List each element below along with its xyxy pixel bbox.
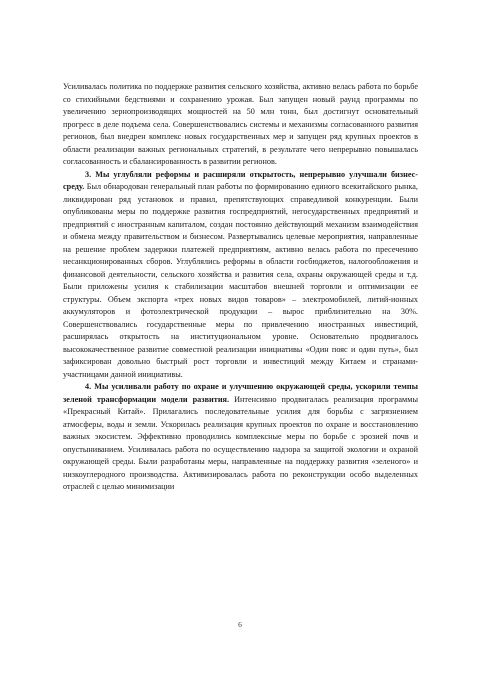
page-number: 6: [238, 620, 242, 629]
body-text: [63, 81, 418, 494]
paragraph-1-text: Усиливалась политика по поддержке развития сельского хозяйства, активно велась работа по борьбе со стихийными бедствиями и сохранению урожая. Был запущен новый раунд программы по увеличению зернопроизводящих мощностей на 50 млн тонн, был достигнут основательный прогресс в деле подъема села. Совершенствовались системы и механизмы согласованного развития регионов, был внедрен комплекс новых государственных мер и запущен ряд крупных проектов в области реализации важных региональных стратегий, в результате чего непрерывно повышалась согласованность и сбалансированность в развитии регионов.: [63, 82, 418, 166]
paragraph-3: [63, 381, 418, 494]
paragraph-3-text: Интенсивно продвигалась реализация программы «Прекрасный Китай». Прилагались последовательные усилия для борьбы с загрязнением атмосферы, воды и земли. Ускорилась реализация крупных проектов по охране и восстановлению важных экосистем. Эффективно проводились комплексные меры по борьбе с эрозией почв и опустыниванием. Усиливалась работа по осуществлению надзора за защитой экологии и охраной окружающей среды. Были разработаны меры, направленные на поддержку развития «зеленого» и низкоуглеродного производства. Активизировалась работа по реконструкции особо выделенных отраслей с целью минимизации: [63, 394, 418, 491]
paragraph-3-lead: 4. Мы усиливали работу по охране и улучшению окружающей среды, ускорили темпы зеленой трансформации модели развития.: [63, 382, 418, 404]
paragraph-2-text: Был обнародован генеральный план работы по формированию единого всекитайского рынка, ликвидирован ряд установок и правил, препятствующих справедливой конкуренции. Были опубликованы меры по поддержке развития госпредприятий, негосударственных предприятий и предприятий с иностранным капиталом, создан постоянно действующий механизм взаимодействия и обмена между правительством и бизнесом. Развертывались целевые мероприятия, направленные на решение проблем задержки платежей предприятиям, активно велась работа по пресечению несанкционированных сборов. Углублялись реформы в области госбюджетов, налогообложения и финансовой деятельности, сельского хозяйства и развития села, охраны окружающей среды и т.д. Были приложены усилия к стабилизации масштабов внешней торговли и оптимизации ее структуры. Объем экспорта «трех новых видов товаров» – электромобилей, литий-ионных аккумуляторов и фотоэлектрической продукции – вырос приблизительно на 30%. Совершенствовались государственные меры по привлечению иностранных инвестиций, расширялась открытость на институциональном уровне. Основательно продвигалось высококачественное развитие совместной реализации инициативы «Один пояс и один путь», был зафиксирован довольно быстрый рост торговли и инвестиций между Китаем и странами-участницами данной инициативы.: [63, 182, 418, 379]
paragraph-2-lead: 3. Мы углубляли реформы и расширяли открытость, непрерывно улучшали бизнес-среду.: [63, 169, 418, 191]
paragraph-2: [63, 169, 418, 382]
paragraph-1: [63, 81, 418, 169]
